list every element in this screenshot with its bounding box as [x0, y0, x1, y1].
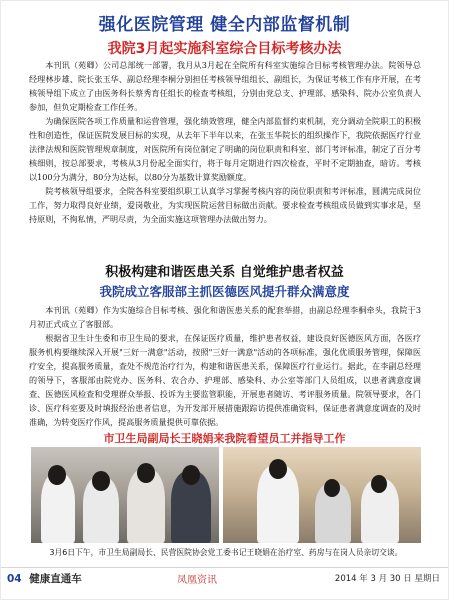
photo-left: [31, 447, 219, 543]
publication-name: 健康直通车: [29, 573, 82, 585]
article1-paragraph: 本刊讯（苑卿）公司总部统一部署，我月从3月起在全院所有科室实施综合目标考核管理办法。院领导总经理林步雄、院长张玉华、副总经理李桐分别担任考核领导组组长、副组长，为保证考核工作有序开展，在考核领导组下成立了由医务科长蔡秀育任组长的检查考核组，分别由党总支、护理部、感染科、院办公室负责人参加，但负定期检查工作任务。: [29, 60, 421, 112]
article1-paragraph: 为确保医院各项工作质量和运营管理，强化绩效管理，健全内部监督约束机制，充分调动全院职工的积极性和创造性，保证医院发展目标的实现，从去年下半年以来，在张玉华院长的组织操作下，我院依据医疗行业法律法规和医院管理规章制度，对医院所有岗位制定了明确的岗位职责和科室、部门考评标准，制定了百分考核细则，按总部要求，考核从3月份起全面实行，将于每月定期进行四次检查，平时不定期抽查，暗访。考核以100分为满分，80分为达标，以80分为基数计算奖励额度。: [29, 116, 421, 182]
article2-paragraph: 本刊讯（苑卿）作为实施综合目标考核、强化和谐医患关系的配套举措，由副总经理李桐牵头，我院于3月初正式成立了客服部。: [29, 305, 421, 329]
footer-left: [7, 571, 82, 586]
photo-caption: 3月6日下午，市卫生局副局长、民营医院协会党工委书记王晓娟在治疗室、药房与在岗人员亲切交谈。: [49, 548, 403, 557]
photo-section-title: 市卫生局副局长王晓娟来我院看望员工并指导工作: [103, 432, 346, 445]
footer-divider: [1, 567, 448, 568]
section2-subheadline: 我院成立客服部主抓医德医风提升群众满意度: [99, 284, 350, 299]
photo-strip: [31, 447, 421, 543]
photo-right: [223, 447, 421, 543]
article2-body: [29, 303, 421, 429]
page-number: 04: [7, 573, 22, 585]
footer-center-text: 凤凰资讯: [177, 575, 217, 586]
footer-date: 2014 年 3 月 30 日 星期日: [334, 574, 440, 584]
article1-paragraph: 院考核领导组要求，全院各科室要组织职工认真学习掌握考核内容的岗位职责和考评标准，圆满完成岗位工作，努力取得良好业绩，爱岗敬业，为实现医院运营目标做出贡献。要求检查考核组成员做到实事求是，坚持原则，不徇私情，严明尽责，为全面实施这项管理办法做出努力。: [29, 186, 421, 224]
main-headline: 强化医院管理 健全内部监督机制: [98, 15, 351, 35]
section2-headline: 积极构建和谐医患关系 自觉维护患者权益: [105, 265, 344, 280]
main-subheadline: 我院3月起实施科室综合目标考核办法: [107, 41, 342, 57]
article1-body: [29, 58, 421, 226]
article2-paragraph: 根据省卫生计生委和市卫生局的要求，在保证医疗质量，维护患者权益，建设良好医德医风方面，各医疗服务机构要继续深入开展"三好一满意"活动，按照"三好一满意"活动的各项标准，强化优质服务管理，保障医疗安全，提高服务质量，查处不规范治疗行为，构建和谐医患关系，保障医疗行业运行。据此，在李副总经理的领导下，客服部由院党办、医务科、农合办、护理部、感染科、办公室等部门人员组成，以患者满意度调查、医德医风检查和受理群众举报、投诉为主要监管职能，开展患者随访、考评服务质量。院领导要求，各门诊、医疗科室要及时填报经治患者信息，为开发部开展措施跟踪访提供准确资料，保证患者满意度调查的及时准确，为转变医疗作风，提高服务质量提供可靠依据。: [29, 333, 421, 427]
page-footer: [7, 571, 440, 587]
